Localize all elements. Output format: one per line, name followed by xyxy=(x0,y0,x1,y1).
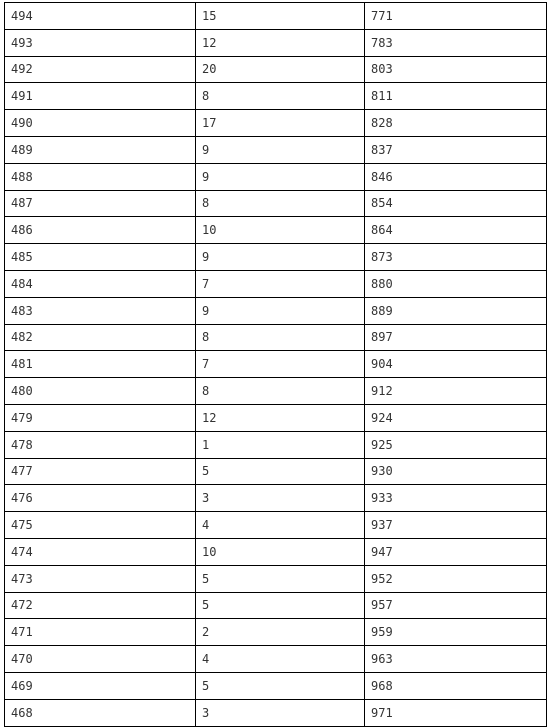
table-row xyxy=(5,136,547,163)
table-row xyxy=(5,244,547,271)
score-cell: 481 xyxy=(5,351,196,378)
table-row xyxy=(5,565,547,592)
count-cell: 1 xyxy=(196,431,365,458)
cumulative-cell: 889 xyxy=(365,297,547,324)
count-cell: 5 xyxy=(196,672,365,699)
cumulative-cell: 971 xyxy=(365,699,547,726)
table-row xyxy=(5,324,547,351)
score-cell: 489 xyxy=(5,136,196,163)
score-cell: 468 xyxy=(5,699,196,726)
score-cell: 486 xyxy=(5,217,196,244)
count-cell: 17 xyxy=(196,110,365,137)
count-cell: 15 xyxy=(196,3,365,30)
cumulative-cell: 854 xyxy=(365,190,547,217)
count-cell: 9 xyxy=(196,136,365,163)
cumulative-cell: 968 xyxy=(365,672,547,699)
score-cell: 490 xyxy=(5,110,196,137)
table-row xyxy=(5,592,547,619)
table-row xyxy=(5,672,547,699)
cumulative-cell: 880 xyxy=(365,270,547,297)
count-cell: 8 xyxy=(196,378,365,405)
score-cell: 478 xyxy=(5,431,196,458)
table-row xyxy=(5,538,547,565)
count-cell: 10 xyxy=(196,217,365,244)
count-cell: 9 xyxy=(196,163,365,190)
table-row xyxy=(5,163,547,190)
table-row xyxy=(5,699,547,726)
score-cell: 482 xyxy=(5,324,196,351)
table-row xyxy=(5,431,547,458)
score-cell: 472 xyxy=(5,592,196,619)
cumulative-cell: 783 xyxy=(365,29,547,56)
cumulative-cell: 912 xyxy=(365,378,547,405)
cumulative-cell: 963 xyxy=(365,646,547,673)
count-cell: 10 xyxy=(196,538,365,565)
score-cell: 493 xyxy=(5,29,196,56)
count-cell: 9 xyxy=(196,244,365,271)
table-row xyxy=(5,512,547,539)
count-cell: 7 xyxy=(196,351,365,378)
score-cell: 484 xyxy=(5,270,196,297)
count-cell: 5 xyxy=(196,458,365,485)
count-cell: 9 xyxy=(196,297,365,324)
cumulative-cell: 828 xyxy=(365,110,547,137)
cumulative-cell: 937 xyxy=(365,512,547,539)
table-row xyxy=(5,458,547,485)
cumulative-cell: 846 xyxy=(365,163,547,190)
cumulative-cell: 957 xyxy=(365,592,547,619)
table-row xyxy=(5,619,547,646)
count-cell: 7 xyxy=(196,270,365,297)
count-cell: 8 xyxy=(196,190,365,217)
score-cell: 477 xyxy=(5,458,196,485)
cumulative-cell: 933 xyxy=(365,485,547,512)
count-cell: 3 xyxy=(196,699,365,726)
table-body xyxy=(5,3,547,727)
count-cell: 8 xyxy=(196,83,365,110)
score-cell: 474 xyxy=(5,538,196,565)
cumulative-cell: 771 xyxy=(365,3,547,30)
cumulative-cell: 864 xyxy=(365,217,547,244)
table-row xyxy=(5,29,547,56)
table-row xyxy=(5,378,547,405)
score-table xyxy=(4,2,547,727)
count-cell: 8 xyxy=(196,324,365,351)
cumulative-cell: 811 xyxy=(365,83,547,110)
table-row xyxy=(5,217,547,244)
score-cell: 492 xyxy=(5,56,196,83)
cumulative-cell: 803 xyxy=(365,56,547,83)
count-cell: 12 xyxy=(196,404,365,431)
cumulative-cell: 930 xyxy=(365,458,547,485)
table-row xyxy=(5,351,547,378)
table-row xyxy=(5,190,547,217)
table-row xyxy=(5,83,547,110)
score-cell: 471 xyxy=(5,619,196,646)
score-cell: 469 xyxy=(5,672,196,699)
table-row xyxy=(5,485,547,512)
cumulative-cell: 924 xyxy=(365,404,547,431)
count-cell: 4 xyxy=(196,646,365,673)
score-cell: 487 xyxy=(5,190,196,217)
table-row xyxy=(5,56,547,83)
count-cell: 5 xyxy=(196,565,365,592)
score-cell: 494 xyxy=(5,3,196,30)
table-row xyxy=(5,110,547,137)
count-cell: 5 xyxy=(196,592,365,619)
cumulative-cell: 947 xyxy=(365,538,547,565)
table-row xyxy=(5,270,547,297)
score-cell: 483 xyxy=(5,297,196,324)
score-cell: 480 xyxy=(5,378,196,405)
table-row xyxy=(5,646,547,673)
cumulative-cell: 904 xyxy=(365,351,547,378)
count-cell: 3 xyxy=(196,485,365,512)
score-cell: 473 xyxy=(5,565,196,592)
table-row xyxy=(5,404,547,431)
cumulative-cell: 925 xyxy=(365,431,547,458)
cumulative-cell: 873 xyxy=(365,244,547,271)
count-cell: 20 xyxy=(196,56,365,83)
score-cell: 475 xyxy=(5,512,196,539)
score-cell: 491 xyxy=(5,83,196,110)
count-cell: 4 xyxy=(196,512,365,539)
cumulative-cell: 837 xyxy=(365,136,547,163)
count-cell: 2 xyxy=(196,619,365,646)
score-cell: 470 xyxy=(5,646,196,673)
score-cell: 479 xyxy=(5,404,196,431)
count-cell: 12 xyxy=(196,29,365,56)
table-row xyxy=(5,3,547,30)
score-cell: 476 xyxy=(5,485,196,512)
cumulative-cell: 959 xyxy=(365,619,547,646)
score-cell: 485 xyxy=(5,244,196,271)
cumulative-cell: 952 xyxy=(365,565,547,592)
cumulative-cell: 897 xyxy=(365,324,547,351)
table-row xyxy=(5,297,547,324)
score-cell: 488 xyxy=(5,163,196,190)
